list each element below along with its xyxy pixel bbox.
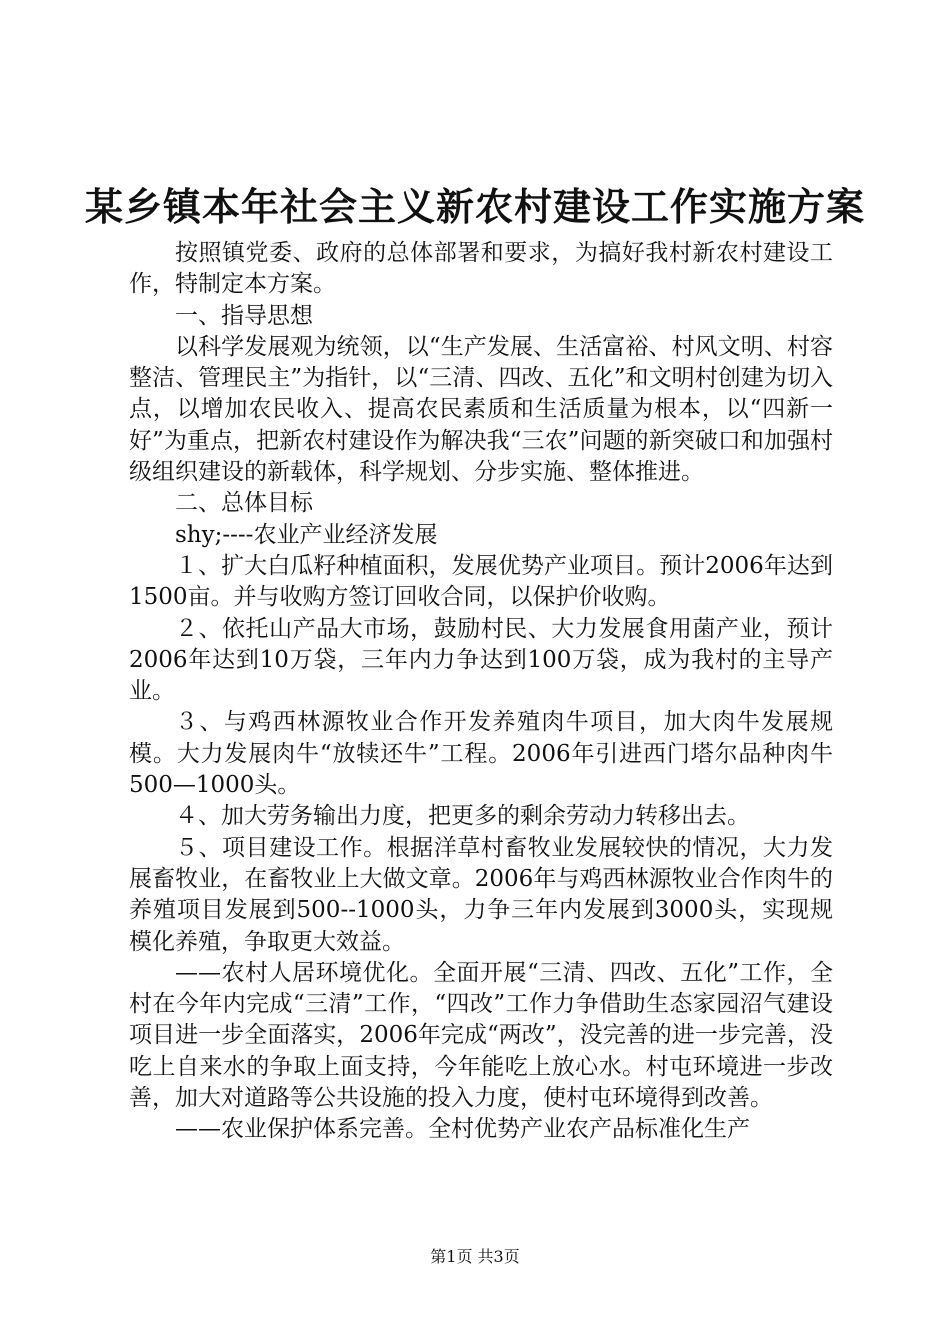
list-item-5: ５、项目建设工作。根据洋草村畜牧业发展较快的情况，大力发展畜牧业，在畜牧业上大做文章。2006年与鸡西林源牧业合作肉牛的养殖项目发展到500--1000头，力争三年内发展到3000头，实现规模化养殖，争取更大效益。 xyxy=(129,834,833,955)
paragraph-guiding-thought: 以科学发展观为统领，以“生产发展、生活富裕、村风文明、村容整洁、管理民主”为指针，以“三清、四改、五化”和文明村创建为切入点，以增加农民收入、提高农民素质和生活质量为根本，以“四新一好”为重点，把新农村建设作为解决我“三农”问题的新突破口和加强村级组织建设的新载体，科学规划、分步实施、整体推进。 xyxy=(129,333,833,486)
list-item-1: １、扩大白瓜籽种植面积，发展优势产业项目。预计2006年达到1500亩。并与收购方签订回收合同，以保护价收购。 xyxy=(129,552,833,611)
document-title: 某乡镇本年社会主义新农村建设工作实施方案 xyxy=(84,185,865,229)
list-item-3: ３、与鸡西林源牧业合作开发养殖肉牛项目，加大肉牛发展规模。大力发展肉牛“放犊还牛”工程。2006年引进西门塔尔品种肉牛500—1000头。 xyxy=(129,709,833,799)
paragraph-living-environment: ——农村人居环境优化。全面开展“三清、四改、五化”工作，全村在今年内完成“三清”工作，“四改”工作力争借助生态家园沼气建设项目进一步全面落实，2006年完成“两改”，没完善的进一步完善，没吃上自来水的争取上面支持，今年能吃上放心水。村屯环境进一步改善，加大对道路等公共设施的投入力度，使村屯环境得到改善。 xyxy=(129,959,833,1112)
list-item-4: ４、加大劳务输出力度，把更多的剩余劳动力转移出去。 xyxy=(175,803,750,830)
document-body xyxy=(129,238,833,1146)
page-footer: 第1页 共3页 xyxy=(430,1247,520,1266)
section-heading-overall-goals: 二、总体目标 xyxy=(175,490,313,517)
subheading-agricultural-economy: shy;----农业产业经济发展 xyxy=(175,521,438,548)
paragraph-agricultural-protection: ——农业保护体系完善。全村优势产业农产品标准化生产 xyxy=(175,1116,750,1143)
section-heading-guiding-thought: 一、指导思想 xyxy=(175,302,313,329)
paragraph-intro: 按照镇党委、政府的总体部署和要求，为搞好我村新农村建设工作，特制定本方案。 xyxy=(129,240,833,298)
list-item-2: ２、依托山产品大市场，鼓励村民、大力发展食用菌产业，预计2006年达到10万袋，三年内力争达到100万袋，成为我村的主导产业。 xyxy=(129,615,833,705)
